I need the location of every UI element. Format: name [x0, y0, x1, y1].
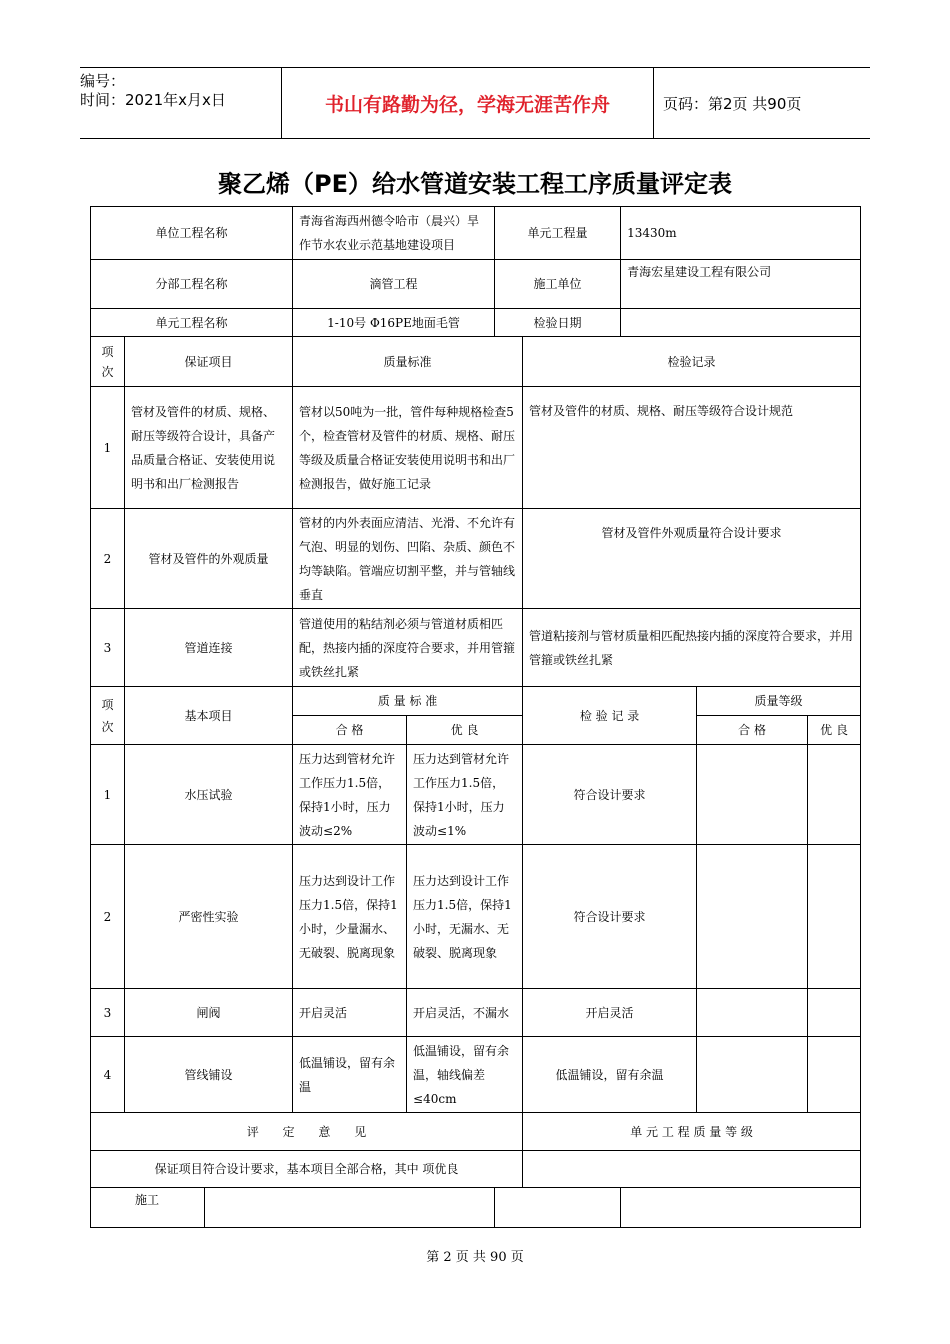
guarantee-header-row: [91, 337, 861, 387]
quality-evaluation-table: [90, 206, 861, 1228]
opinion-text: 保证项目符合设计要求，基本项目全部合格，其中 项优良: [91, 1151, 523, 1188]
row-excellent-standard: 压力达到管材允许工作压力1.5倍，保持1小时，压力波动≤1%: [407, 745, 523, 845]
signature-row: [91, 1188, 861, 1228]
table-row: [91, 1037, 861, 1113]
row-item: 严密性实验: [125, 845, 293, 989]
grade-value: [523, 1151, 861, 1188]
row-no: 3: [91, 989, 125, 1037]
contractor-value: 青海宏星建设工程有限公司: [621, 260, 861, 309]
row-pass-standard: 低温铺设，留有余温: [293, 1037, 407, 1113]
row-item: 管道连接: [125, 609, 293, 687]
table-row: [91, 609, 861, 687]
row-no: 3: [91, 609, 125, 687]
row-grade-pass: [697, 745, 808, 845]
header-meta: [80, 68, 280, 142]
header-page-number: 页码：第2页 共90页: [663, 94, 802, 113]
info-row-division: [91, 260, 861, 309]
col-basic-item-no: 项次: [91, 687, 125, 745]
row-grade-excellent: [808, 745, 861, 845]
table-row: [91, 509, 861, 609]
col-grade-pass: 合 格: [697, 716, 808, 745]
element-name-label: 单元工程名称: [91, 309, 293, 337]
row-record: 符合设计要求: [523, 845, 697, 989]
row-standard: 管材以50吨为一批，管件每种规格检查5个，检查管材及管件的材质、规格、耐压等级及质量合格证安装使用说明书和出厂检测报告，做好施工记录: [293, 387, 523, 509]
page-footer: 第 2 页 共 90 页: [426, 1250, 524, 1265]
grade-label: 单 元 工 程 质 量 等 级: [523, 1113, 861, 1151]
row-grade-excellent: [808, 1037, 861, 1113]
row-item: 管材及管件的外观质量: [125, 509, 293, 609]
table-row: [91, 845, 861, 989]
row-pass-standard: 开启灵活: [293, 989, 407, 1037]
row-record: 管材及管件外观质量符合设计要求: [523, 509, 861, 609]
col-guarantee-item: 保证项目: [125, 337, 293, 387]
col-item-no: 项次: [91, 337, 125, 387]
evaluation-header-row: [91, 1113, 861, 1151]
row-grade-excellent: [808, 989, 861, 1037]
info-row-unit-project: [91, 207, 861, 260]
row-record: 开启灵活: [523, 989, 697, 1037]
division-label: 分部工程名称: [91, 260, 293, 309]
row-no: 4: [91, 1037, 125, 1113]
row-standard: 管道使用的粘结剂必须与管道材质相匹配，热接内插的深度符合要求，并用管箍或铁丝扎紧: [293, 609, 523, 687]
row-pass-standard: 压力达到管材允许工作压力1.5倍，保持1小时，压力波动≤2%: [293, 745, 407, 845]
basic-header-row-1: [91, 687, 861, 716]
col-basic-standard: 质 量 标 准: [293, 687, 523, 716]
col-basic-record: 检 验 记 录: [523, 687, 697, 745]
row-grade-pass: [697, 845, 808, 989]
row-excellent-standard: 压力达到设计工作压力1.5倍，保持1小时，无漏水、无破裂、脱离现象: [407, 845, 523, 989]
table-row: [91, 745, 861, 845]
inspection-date-value: [621, 309, 861, 337]
row-item: 管材及管件的材质、规格、耐压等级符合设计，具备产品质量合格证、安装使用说明书和出厂检测报告: [125, 387, 293, 509]
element-name-value: 1-10号 Φ16PE地面毛管: [293, 309, 495, 337]
evaluation-row: [91, 1151, 861, 1188]
page-header: [80, 67, 870, 139]
row-grade-pass: [697, 1037, 808, 1113]
unit-project-value: 青海省海西州德令哈市（晨兴）旱作节水农业示范基地建设项目: [293, 207, 495, 260]
signature-cell: [621, 1188, 861, 1228]
col-standard-excellent: 优 良: [407, 716, 523, 745]
element-quantity-label: 单元工程量: [495, 207, 621, 260]
col-quality-standard: 质量标准: [293, 337, 523, 387]
contractor-label: 施工单位: [495, 260, 621, 309]
row-record: 低温铺设，留有余温: [523, 1037, 697, 1113]
row-standard: 管材的内外表面应清洁、光滑、不允许有气泡、明显的划伤、凹陷、杂质、颜色不均等缺陷。管端应切割平整，并与管轴线垂直: [293, 509, 523, 609]
table-row: [91, 387, 861, 509]
row-record: 管道粘接剂与管材质量相匹配热接内插的深度符合要求，并用管箍或铁丝扎紧: [523, 609, 861, 687]
header-motto: 书山有路勤为径，学海无涯苦作舟: [281, 68, 654, 138]
row-grade-excellent: [808, 845, 861, 989]
row-no: 2: [91, 509, 125, 609]
row-item: 水压试验: [125, 745, 293, 845]
row-no: 1: [91, 745, 125, 845]
row-no: 1: [91, 387, 125, 509]
row-pass-standard: 压力达到设计工作压力1.5倍，保持1小时，少量漏水、无破裂、脱离现象: [293, 845, 407, 989]
col-grade-excellent: 优 良: [808, 716, 861, 745]
col-quality-grade: 质量等级: [697, 687, 861, 716]
document-title: 聚乙烯（PE）给水管道安装工程工序质量评定表: [218, 170, 732, 198]
construction-label: 施工: [91, 1188, 205, 1228]
col-inspection-record: 检验记录: [523, 337, 861, 387]
number-label: 编号：: [80, 72, 126, 90]
col-standard-pass: 合 格: [293, 716, 407, 745]
row-item: 管线铺设: [125, 1037, 293, 1113]
signature-cell: [495, 1188, 621, 1228]
opinion-label: 评 定 意 见: [91, 1113, 523, 1151]
division-value: 滴管工程: [293, 260, 495, 309]
row-record: 符合设计要求: [523, 745, 697, 845]
table-row: [91, 989, 861, 1037]
row-record: 管材及管件的材质、规格、耐压等级符合设计规范: [523, 387, 861, 509]
row-no: 2: [91, 845, 125, 989]
row-excellent-standard: 开启灵活，不漏水: [407, 989, 523, 1037]
time-label: 时间：2021年x月x日: [80, 91, 226, 109]
unit-project-label: 单位工程名称: [91, 207, 293, 260]
row-item: 闸阀: [125, 989, 293, 1037]
row-grade-pass: [697, 989, 808, 1037]
info-row-element-name: [91, 309, 861, 337]
signature-cell: [205, 1188, 495, 1228]
element-quantity-value: 13430m: [621, 207, 861, 260]
inspection-date-label: 检验日期: [495, 309, 621, 337]
row-excellent-standard: 低温铺设，留有余温，轴线偏差≤40cm: [407, 1037, 523, 1113]
col-basic-item: 基本项目: [125, 687, 293, 745]
